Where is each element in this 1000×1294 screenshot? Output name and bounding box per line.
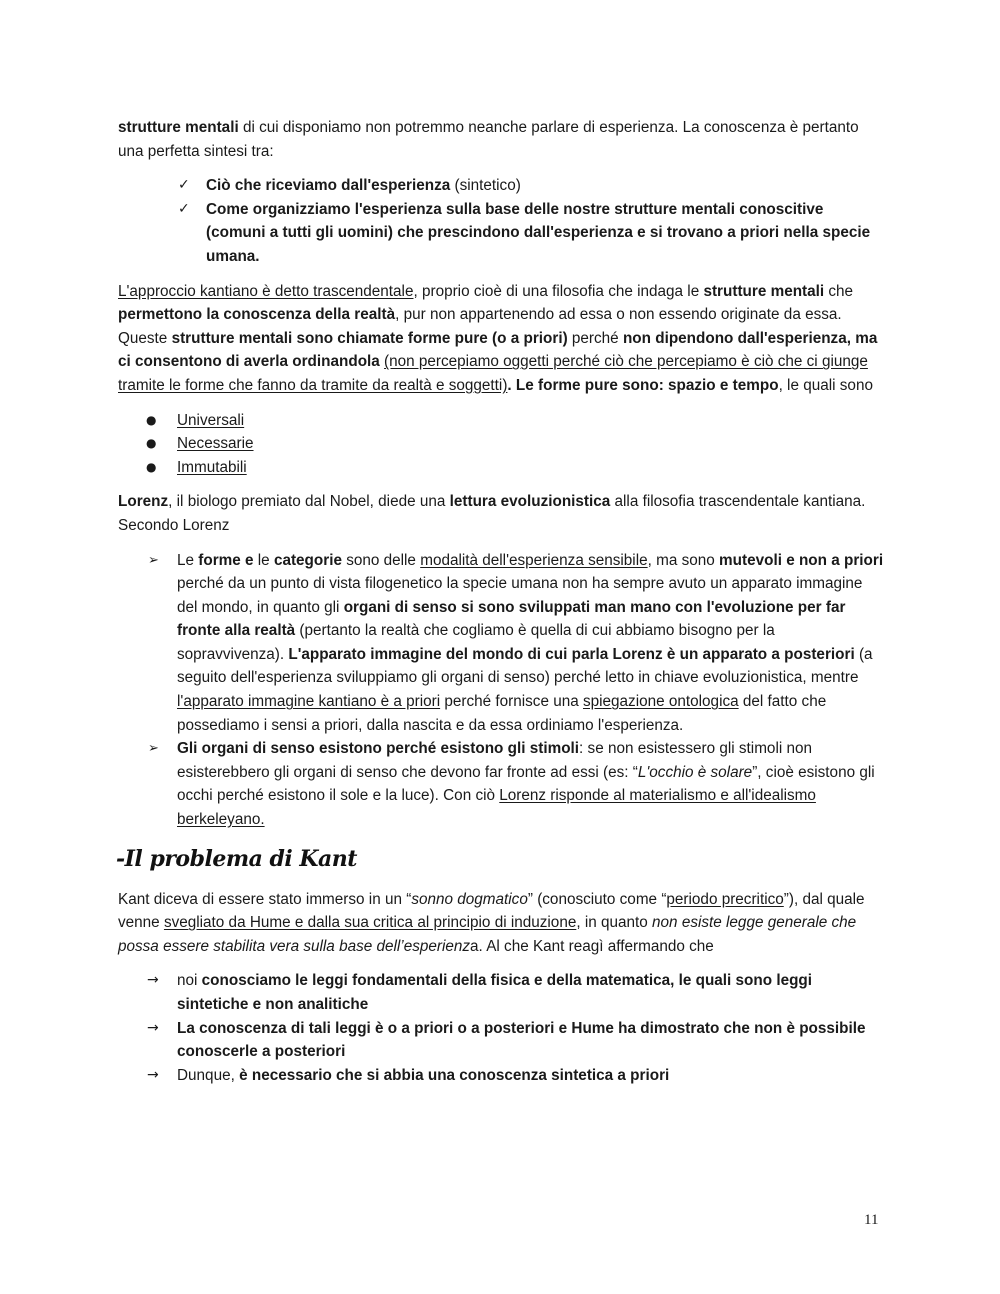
- check-list: [118, 174, 884, 268]
- arrow-right-icon: →: [147, 972, 159, 989]
- checkmark-icon: ✓: [178, 200, 190, 217]
- arrowhead-icon: ➢: [148, 741, 159, 757]
- list-item: ● Universali: [118, 409, 884, 433]
- list-item: ➢ Le forme e le categorie sono delle modalità dell'esperienza sensibile, ma sono mutevoli e non a priori perché da un punto di vista filogenetico la specie umana non ha sempre avuto un apparato immagine del mondo, in quanto gli organi di senso si sono sviluppati man mano con l'evoluzione per far fronte alla realtà (pertanto la realtà che cogliamo è quella di cui abbiamo bisogno per la sopravvivenza). L'apparato immagine del mondo di cui parla Lorenz è un apparato a posteriori (a seguito dell'esperienza sviluppiamo gli organi di senso) perché letto in chiave evoluzionistica, mentre l'apparato immagine kantiano è a priori perché fornisce una spiegazione ontologica del fatto che possediamo i sensi a priori, dalla nascita e da essa ordiniamo l'esperienza.: [118, 549, 884, 738]
- section-heading: -Il problema di Kant: [116, 845, 357, 872]
- paragraph-transcendental: L'approccio kantiano è detto trascendentale, proprio cioè di una filosofia che indaga le strutture mentali che permettono la conoscenza della realtà, pur non appartenendo ad essa o non essendo originate da essa. Queste strutture mentali sono chiamate forme pure (o a priori) perché non dipendono dall'esperienza, ma ci consentono di averla ordinandola (non percepiamo oggetti perché ciò che percepiamo è ciò che ci giunge tramite le forme che fanno da tramite da realtà e soggetti). Le forme pure sono: spazio e tempo, le quali sono: [118, 282, 878, 394]
- list-item: ✓ Ciò che riceviamo dall'esperienza (sintetico): [118, 174, 884, 198]
- list-item: → La conoscenza di tali leggi è o a priori o a posteriori e Hume ha dimostrato che non è possibile conoscerle a posteriori: [118, 1017, 884, 1064]
- page-number: 11: [864, 1212, 879, 1228]
- paragraph-intro: strutture mentali di cui disponiamo non potremmo neanche parlare di esperienza. La conoscenza è pertanto una perfetta sintesi tra:: [118, 119, 859, 160]
- list-item: ✓ Come organizziamo l'esperienza sulla base delle nostre strutture mentali conoscitive (comuni a tutti gli uomini) che prescindono dall'esperienza e si trovano a priori nella specie umana.: [118, 198, 884, 269]
- list-item: → noi conosciamo le leggi fondamentali della fisica e della matematica, le quali sono leggi sintetiche e non analitiche: [118, 969, 884, 1016]
- bullet-icon: ●: [146, 436, 157, 451]
- arrow-right-icon: →: [147, 1066, 159, 1083]
- bullet-icon: ●: [146, 459, 157, 474]
- bullet-icon: ●: [146, 412, 157, 427]
- paragraph-kant: Kant diceva di essere stato immerso in un “sonno dogmatico” (conosciuto come “periodo precritico”), dal quale venne svegliato da Hume e dalla sua critica al principio di induzione, in quanto non esiste legge generale che possa essere stabilita vera sulla base dell’esperienza. Al che Kant reagì affermando che: [118, 890, 865, 955]
- arrowhead-icon: ➢: [148, 552, 159, 568]
- paragraph-lorenz: Lorenz, il biologo premiato dal Nobel, diede una lettura evoluzionistica alla filosofia trascendentale kantiana. Secondo Lorenz: [118, 493, 866, 534]
- lorenz-list: [118, 549, 884, 832]
- list-item: ➢ Gli organi di senso esistono perché esistono gli stimoli: se non esistessero gli stimoli non esisterebbero gli organi di senso che devono far fronte ad essi (es: “L'occhio è solare”, cioè esistono gli occhi perché esistono il sole e la luce). Con ciò Lorenz risponde al materialismo e all'idealismo berkeleyano.: [118, 737, 884, 831]
- list-item: ● Necessarie: [118, 432, 884, 456]
- arrow-right-icon: →: [147, 1019, 159, 1036]
- kant-list: [118, 969, 884, 1087]
- list-item: ● Immutabili: [118, 456, 884, 480]
- properties-list: [118, 409, 884, 480]
- document-page: [118, 116, 884, 1098]
- list-item: → Dunque, è necessario che si abbia una conoscenza sintetica a priori: [118, 1064, 884, 1088]
- checkmark-icon: ✓: [178, 177, 190, 194]
